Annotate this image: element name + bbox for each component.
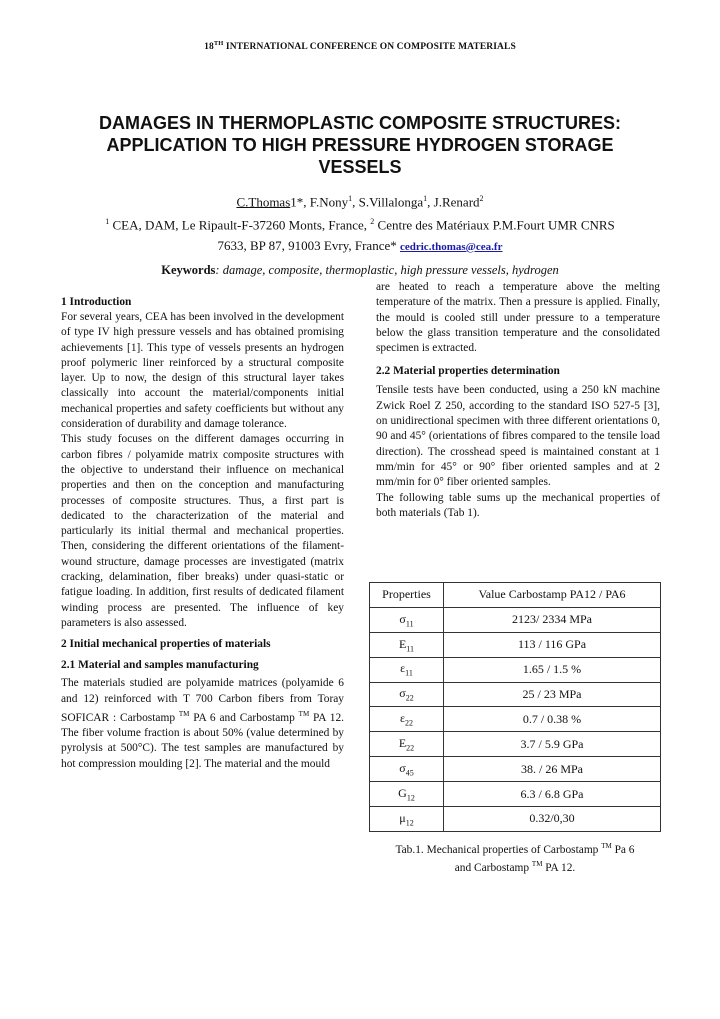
- author-2: 1*, F.Nony: [290, 194, 349, 210]
- property-symbol: [370, 657, 444, 682]
- keywords: [40, 263, 680, 278]
- symbol: μ: [399, 810, 406, 825]
- materials-text-c: PA 12. The fiber volume fraction is about 50% (value determined by pyrolysis at 500°C). The test samples are manufactured by hot compression moulding [2]. The material and the mould: [61, 711, 344, 770]
- affiliation-2: Centre des Matériaux P.M.Fourt UMR CNRS: [374, 217, 615, 233]
- symbol: E: [398, 636, 407, 651]
- property-value: 25 / 23 MPa: [444, 682, 661, 707]
- caption-text-d: PA 12.: [542, 861, 576, 874]
- materials-text-b: PA 6 and Carbostamp: [189, 711, 299, 724]
- table-row: [370, 682, 661, 707]
- aff-sup: 1: [105, 217, 110, 227]
- header-properties: Properties: [370, 583, 444, 608]
- materials-paragraph: [61, 676, 344, 772]
- affiliation-address: [40, 236, 680, 257]
- conference-name: INTERNATIONAL CONFERENCE ON COMPOSITE MATERIALS: [223, 42, 516, 53]
- author-block: [40, 189, 680, 257]
- tensile-paragraph: Tensile tests have been conducted, using a 250 kN machine Zwick Roel Z 250, according to the standard ISO 527-5 [3], on unidirectional specimen with three different orientations 0, 90 and 45° (orientations of fibres compared to the tensile load direction). The crosshead speed is maintained constant at 1 mm/min for 45° or 90° fiber oriented samples and at 2 mm/min for 0° fiber oriented samples.: [376, 384, 660, 489]
- paper-title: [60, 112, 660, 178]
- property-value: 3.7 / 5.9 GPa: [444, 732, 661, 757]
- keywords-label: Keywords: [161, 263, 216, 277]
- title-line-2: APPLICATION TO HIGH PRESSURE HYDROGEN STORAGE: [106, 135, 614, 155]
- table-row: [370, 707, 661, 732]
- property-symbol: [370, 607, 444, 632]
- property-symbol: [370, 732, 444, 757]
- property-value: 1.65 / 1.5 %: [444, 657, 661, 682]
- affiliations: [40, 212, 680, 235]
- symbol-subscript: 11: [405, 668, 413, 678]
- symbol-subscript: 12: [406, 793, 415, 803]
- title-line-3: VESSELS: [318, 157, 402, 177]
- author-4: , J.Renard: [427, 194, 480, 210]
- table-row: [370, 657, 661, 682]
- property-symbol: [370, 682, 444, 707]
- property-symbol: [370, 757, 444, 782]
- aff-sup: 2: [479, 194, 484, 203]
- property-value: 2123/ 2334 MPa: [444, 607, 661, 632]
- title-line-1: DAMAGES IN THERMOPLASTIC COMPOSITE STRUCTURES:: [98, 113, 621, 133]
- property-symbol: [370, 807, 444, 832]
- tm-mark: TM: [298, 709, 310, 718]
- property-symbol: [370, 632, 444, 657]
- symbol: ε: [399, 711, 406, 726]
- tm-mark: TM: [601, 841, 612, 850]
- left-column: [61, 295, 344, 772]
- caption-text-a: Tab.1. Mechanical properties of Carbostamp: [395, 843, 602, 856]
- caption-text-b: Pa 6: [611, 843, 635, 856]
- section-2-heading: 2 Initial mechanical properties of materials: [61, 638, 271, 651]
- author-1: C.Thomas: [236, 194, 291, 210]
- header-values: Value Carbostamp PA12 / PA6: [444, 583, 661, 608]
- section-2-2-heading: 2.2 Material properties determination: [376, 365, 560, 378]
- author-list: [40, 189, 680, 212]
- table-row: [370, 632, 661, 657]
- aff-sup: 2: [370, 217, 375, 227]
- symbol: E: [398, 736, 407, 751]
- table-row: [370, 807, 661, 832]
- property-value: 6.3 / 6.8 GPa: [444, 782, 661, 807]
- symbol: σ: [399, 686, 406, 701]
- email-link[interactable]: cedric.thomas@cea.fr: [399, 240, 503, 253]
- properties-table: [369, 582, 661, 832]
- table-row: [370, 757, 661, 782]
- symbol-subscript: 11: [405, 619, 414, 629]
- author-3: , S.Villalonga: [352, 194, 424, 210]
- properties-table-block: [369, 582, 661, 875]
- symbol-subscript: 22: [405, 718, 414, 728]
- property-symbol: [370, 707, 444, 732]
- property-value: 0.7 / 0.38 %: [444, 707, 661, 732]
- property-value: 0.32/0,30: [444, 807, 661, 832]
- symbol: σ: [399, 760, 406, 775]
- tm-mark: TM: [531, 859, 543, 868]
- symbol-subscript: 22: [405, 693, 414, 703]
- symbol: σ: [399, 611, 406, 626]
- symbol: ε: [400, 661, 406, 676]
- intro-paragraph-2: This study focuses on the different damages occurring in carbon fibres / polyamide matrix composite structures with the objective to understand their influence on mechanical properties and then on the conception and manufacturing processes of composite structures. Thus, a first part is dedicated to the characterization of the material and particularly its initial thermal and mechanical properties. Then, considering the different orientations of the filament-wound structure, damage processes are investigated (matrix cracking, delamination, fiber breaks) under quasi-static or fatigue loading. In addition, first results of dedicated filament winding process are presented. The influence of key parameters is also assessed.: [61, 433, 344, 629]
- keywords-text: : damage, composite, thermoplastic, high pressure vessels, hydrogen: [215, 263, 559, 277]
- conference-suffix: TH: [213, 40, 224, 47]
- address: 7633, BP 87, 91003 Evry, France*: [217, 237, 400, 253]
- materials-text-a: The materials studied are polyamide matrices (polyamide 6 and 12) reinforced with T 700 Carbon fibers from Toray SOFICAR : Carbostamp: [61, 677, 344, 724]
- table-row: [370, 607, 661, 632]
- aff-sup: 1: [423, 194, 428, 203]
- table-row: [370, 732, 661, 757]
- property-value: 113 / 116 GPa: [444, 632, 661, 657]
- table-intro-paragraph: The following table sums up the mechanical properties of both materials (Tab 1).: [376, 491, 660, 519]
- property-symbol: [370, 782, 444, 807]
- table-caption: [369, 839, 661, 875]
- conference-number: 18: [204, 42, 214, 53]
- running-header: [0, 40, 720, 52]
- symbol-subscript: 45: [405, 768, 414, 778]
- property-value: 38. / 26 MPa: [444, 757, 661, 782]
- table-header-row: [370, 583, 661, 608]
- caption-text-c: and Carbostamp: [454, 861, 532, 874]
- symbol-subscript: 12: [405, 818, 414, 828]
- intro-paragraph-1: For several years, CEA has been involved in the development of type IV high pressure vessels and has obtained promising achievements [1]. This type of vessels presents an hydrogen proof polymeric liner reinforced by a structural composite layer. Up to now, the design of this structural layer takes classically into account the material/components initial mechanical properties and safety coefficients but without any consideration of durability and damage tolerance.: [61, 311, 344, 431]
- symbol: G: [398, 785, 407, 800]
- table-row: [370, 782, 661, 807]
- aff-sup: 1: [348, 194, 353, 203]
- symbol-subscript: 11: [406, 643, 415, 653]
- section-2-1-heading: 2.1 Material and samples manufacturing: [61, 659, 259, 672]
- affiliation-1: CEA, DAM, Le Ripault-F-37260 Monts, France,: [109, 217, 371, 233]
- tm-mark: TM: [178, 709, 190, 718]
- symbol-subscript: 22: [406, 743, 415, 753]
- right-column: [376, 280, 660, 521]
- moulding-paragraph: are heated to reach a temperature above the melting temperature of the matrix. Then a pressure is applied. Finally, the mould is cooled still under pressure to a temperature below the glass transition temperature and the consolidated specimen is extracted.: [376, 281, 660, 355]
- section-1-heading: 1 Introduction: [61, 296, 132, 308]
